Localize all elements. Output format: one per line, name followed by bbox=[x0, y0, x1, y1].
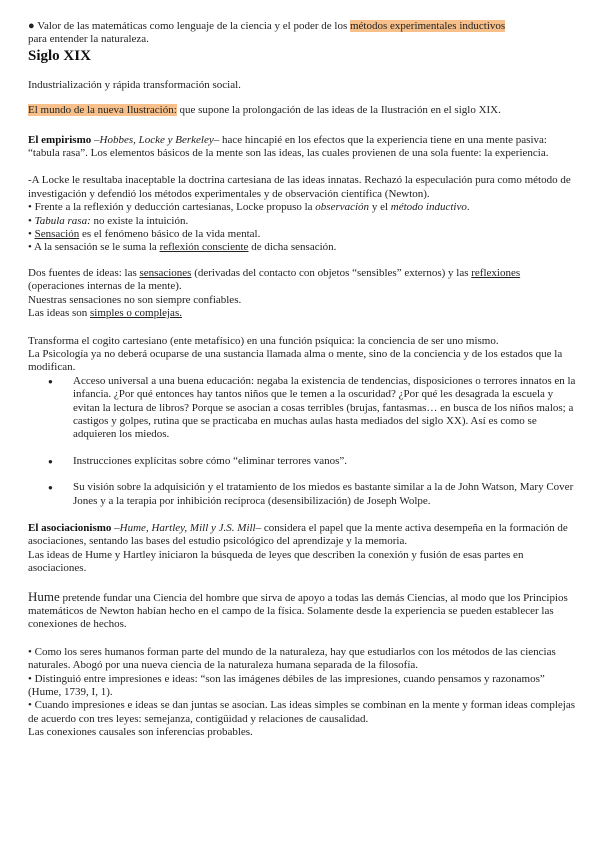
locke-b4-end: de dicha sensación. bbox=[248, 241, 337, 254]
final-line-3: • Cuando impresiones e ideas se dan juntas se asocian. Las ideas simples se combinan en la mente y forman ideas complejas de acuerdo con tres leyes: semejanza, contigüidad y relaciones de causalidad. bbox=[28, 699, 575, 725]
fuentes-line-3 bbox=[28, 307, 578, 320]
fuentes-l1-post: (operaciones internas de la mente). bbox=[28, 280, 182, 293]
locke-b2-text: no existe la intuición. bbox=[90, 214, 189, 227]
locke-b3-bullet: • bbox=[28, 228, 35, 241]
intro-paragraph bbox=[28, 20, 578, 47]
empirismo-dash: – bbox=[91, 133, 100, 146]
asociacionismo-paragraph bbox=[28, 522, 578, 549]
empirismo-term: El empirismo bbox=[28, 133, 92, 146]
intro-text-end: para entender la naturaleza. bbox=[28, 33, 149, 46]
list-item: ● Instrucciones explícitas sobre cómo “eliminar terrores vanos”. bbox=[73, 455, 578, 468]
locke-bullet-4 bbox=[28, 241, 578, 254]
intro-bullet: ● bbox=[28, 20, 35, 32]
hume-text: pretende fundar una Ciencia del hombre que sirva de apoyo a todas las demás Ciencias, al modo que los Principios matemáticos de Newton habían hecho en el campo de la física. Solamente desde la experiencia se pueden establecer las conexiones de hechos. bbox=[28, 591, 568, 631]
empirismo-text: – hace hincapié en los efectos que la experiencia tiene en una mente pasiva: “tabula rasa”. Los elementos básicos de la mente son las ideas, las cuales provienen de una sola fuente: la experiencia. bbox=[28, 133, 549, 160]
intro-text: Valor de las matemáticas como lenguaje de la ciencia y el poder de los bbox=[37, 20, 350, 32]
asociacionismo-authors: Hume, Hartley, Mill y J.S. Mill bbox=[119, 521, 256, 534]
cogito-block bbox=[28, 335, 578, 375]
asociacionismo-term: El asociacionismo bbox=[28, 521, 112, 534]
fuentes-reflexiones: reflexiones bbox=[471, 266, 521, 279]
locke-bullet-3 bbox=[28, 228, 578, 241]
hume-paragraph bbox=[28, 590, 578, 632]
asociacionismo-dash: – bbox=[111, 521, 120, 534]
highlight-metodos: métodos experimentales inductivos bbox=[349, 20, 506, 32]
locke-b2-tabula: Tabula rasa: bbox=[34, 214, 91, 227]
final-line-1: • Como los seres humanos forman parte del mundo de la naturaleza, hay que estudiarlos con los métodos de las ciencias naturales. Abogó por una nueva ciencia de la naturaleza humana separada de la filosofía. bbox=[28, 645, 556, 672]
ilustracion-paragraph bbox=[28, 104, 578, 117]
fuentes-block bbox=[28, 267, 578, 321]
empirismo-authors: Hobbes, Locke y Berkeley bbox=[99, 133, 214, 146]
locke-bullet-1 bbox=[28, 201, 578, 214]
locke-intro: -A Locke le resultaba inaceptable la doctrina cartesiana de las ideas innatas. Rechazó la especulación pura como método de investigación y defendió los métodos experimentales y de observación científica (Newton). bbox=[28, 174, 571, 200]
final-line-2: • Distinguió entre impresiones e ideas: “son las imágenes débiles de las impresiones, cuando pensamos y razonamos” (Hume, 1739, I, 1). bbox=[28, 672, 545, 699]
final-line-4: Las conexiones causales son inferencias probables. bbox=[28, 726, 253, 739]
locke-bullet-2 bbox=[28, 215, 578, 228]
fuentes-sensaciones: sensaciones bbox=[139, 266, 192, 279]
locke-b1-mid: y el bbox=[369, 201, 391, 214]
cogito-line-1: Transforma el cogito cartesiano (ente metafísico) en una función psíquica: la conciencia de ser uno mismo. bbox=[28, 334, 499, 347]
fear-bullet-list bbox=[28, 375, 578, 508]
asociacionismo-line-2: Las ideas de Hume y Hartley iniciaron la búsqueda de leyes que describen la conexión y fusión de esas partes en asociaciones. bbox=[28, 548, 524, 575]
fuentes-line-2: Nuestras sensaciones no son siempre confiables. bbox=[28, 293, 242, 306]
locke-b4-reflexion: reflexión consciente bbox=[159, 241, 249, 254]
fuentes-l3-pre: Las ideas son bbox=[28, 307, 91, 320]
industrial-paragraph: Industrialización y rápida transformación social. bbox=[28, 78, 241, 91]
locke-b4-text: • A la sensación se le suma la bbox=[28, 241, 160, 254]
highlight-ilustracion: El mundo de la nueva Ilustración: bbox=[28, 104, 177, 117]
locke-b1-metodo: método inductivo bbox=[390, 201, 467, 214]
locke-b3-text: es el fenómeno básico de la vida mental. bbox=[79, 228, 261, 241]
locke-b1-text: • Frente a la reflexión y deducción cartesianas, Locke propuso la bbox=[28, 201, 316, 214]
locke-b1-end: . bbox=[466, 201, 470, 214]
section-title: Siglo XIX bbox=[28, 47, 91, 64]
ilustracion-text: que supone la prolongación de las ideas de la Ilustración en el siglo XIX. bbox=[176, 104, 501, 117]
asociacionismo-block bbox=[28, 522, 578, 576]
fuentes-l1-mid: (derivadas del contacto con objetos “sensibles” externos) y las bbox=[191, 266, 472, 279]
locke-block bbox=[28, 174, 578, 254]
asociacionismo-text: – considera el papel que la mente activa desempeña en la formación de asociaciones, sentando las bases del estudio psicológico del aprendizaje y la memoria. bbox=[28, 521, 568, 548]
final-block bbox=[28, 646, 578, 740]
empirismo-paragraph bbox=[28, 134, 578, 161]
hume-name: Hume bbox=[28, 588, 60, 604]
fuentes-simples: simples o complejas. bbox=[90, 307, 182, 320]
fuentes-l1-pre: Dos fuentes de ideas: las bbox=[28, 266, 140, 279]
locke-b3-sensacion: Sensación bbox=[34, 228, 80, 241]
list-item: ● Acceso universal a una buena educación: negaba la existencia de tendencias, disposiciones o terrores innatos en la infancia. ¿Por qué entonces hay tantos niños que le temen a la oscuridad? ¿Por qué les desagrada la escuela y evitan la lectura de libros? Porque se asocian a cosas terribles (brujas, fantasmas… en busca de los niños malos; a castigos y golpes, rutina que se practicaba en muchas aulas hasta mediados del siglo XX). Así es como se adquieren los miedos. bbox=[73, 375, 578, 442]
fuentes-line-1 bbox=[28, 267, 578, 294]
list-item: ● Su visión sobre la adquisición y el tratamiento de los miedos es bastante similar a la de John Watson, Mary Cover Jones y a la terapia por inhibición recíproca (desensibilización) de Joseph Wolpe. bbox=[73, 481, 578, 508]
locke-b1-observacion: observación bbox=[315, 201, 370, 214]
cogito-line-2: La Psicología ya no deberá ocuparse de una sustancia llamada alma o mente, sino de la conciencia y de los estados que la modifican. bbox=[28, 347, 563, 374]
locke-b2-bullet: • bbox=[28, 214, 35, 227]
